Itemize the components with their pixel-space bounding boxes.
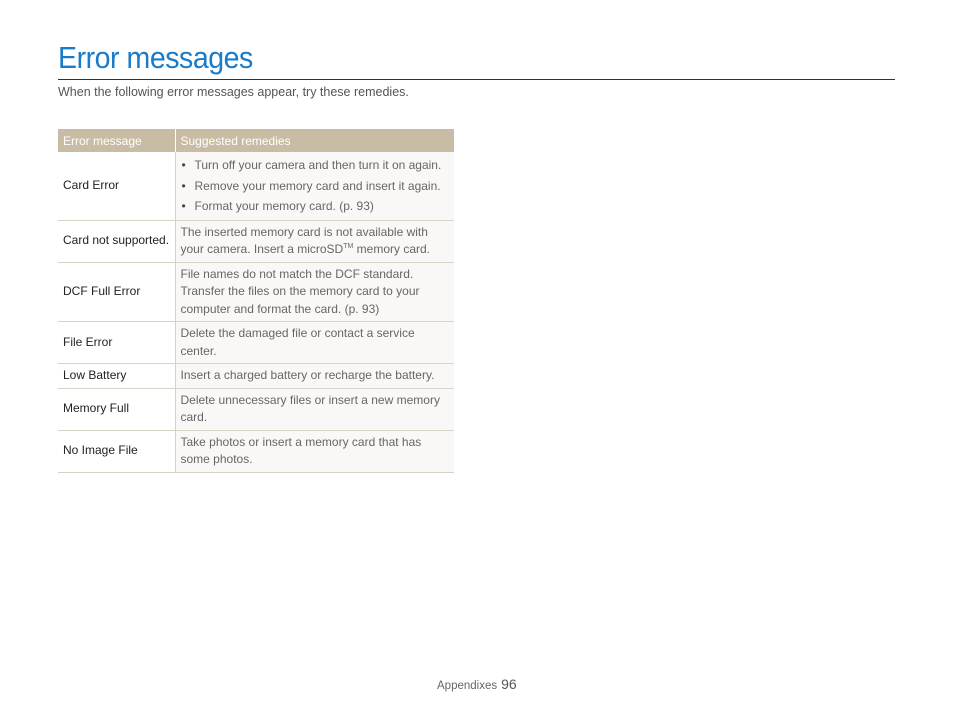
error-message-cell: File Error	[58, 322, 175, 364]
page-number: 96	[501, 676, 517, 692]
table-row	[58, 220, 454, 262]
error-message-cell: Memory Full	[58, 388, 175, 430]
remedy-cell: The inserted memory card is not available with your camera. Insert a microSD™ memory card.	[175, 220, 454, 262]
footer-section: Appendixes	[437, 680, 498, 692]
remedy-list	[181, 155, 450, 217]
remedy-cell: Delete unnecessary files or insert a new memory card.	[175, 388, 454, 430]
header-suggested-remedies: Suggested remedies	[175, 129, 454, 152]
bullet-icon: •	[181, 178, 186, 193]
page-title: Error messages	[58, 40, 253, 75]
list-item: • Remove your memory card and insert it again.	[181, 176, 450, 197]
remedy-cell: Delete the damaged file or contact a service center.	[175, 322, 454, 364]
header-error-message: Error message	[58, 129, 175, 152]
error-message-cell: No Image File	[58, 430, 175, 472]
error-messages-table	[58, 129, 454, 473]
error-message-cell: Card Error	[58, 152, 175, 220]
bullet-icon: •	[181, 158, 186, 172]
error-message-cell: DCF Full Error	[58, 262, 175, 322]
table-row	[58, 364, 454, 389]
table-row	[58, 322, 454, 364]
remedy-cell: File names do not match the DCF standard. Transfer the files on the memory card to your computer and format the card. (p. 93)	[175, 262, 454, 322]
title-divider	[58, 79, 895, 80]
table-row	[58, 388, 454, 430]
list-item: • Turn off your camera and then turn it on again.	[181, 155, 450, 176]
intro-text: When the following error messages appear, try these remedies.	[58, 85, 409, 99]
error-message-cell: Card not supported.	[58, 220, 175, 262]
trademark-mark: TM	[343, 243, 354, 250]
remedy-cell: Insert a charged battery or recharge the battery.	[175, 364, 454, 389]
table-row	[58, 262, 454, 322]
remedy-cell	[175, 152, 454, 220]
list-item: • Format your memory card. (p. 93)	[181, 196, 450, 217]
table-header-row	[58, 129, 454, 152]
page-footer	[437, 676, 517, 694]
bullet-icon: •	[181, 199, 186, 213]
table-row	[58, 152, 454, 220]
error-message-cell: Low Battery	[58, 364, 175, 389]
remedy-cell: Take photos or insert a memory card that has some photos.	[175, 430, 454, 472]
table-row	[58, 430, 454, 472]
